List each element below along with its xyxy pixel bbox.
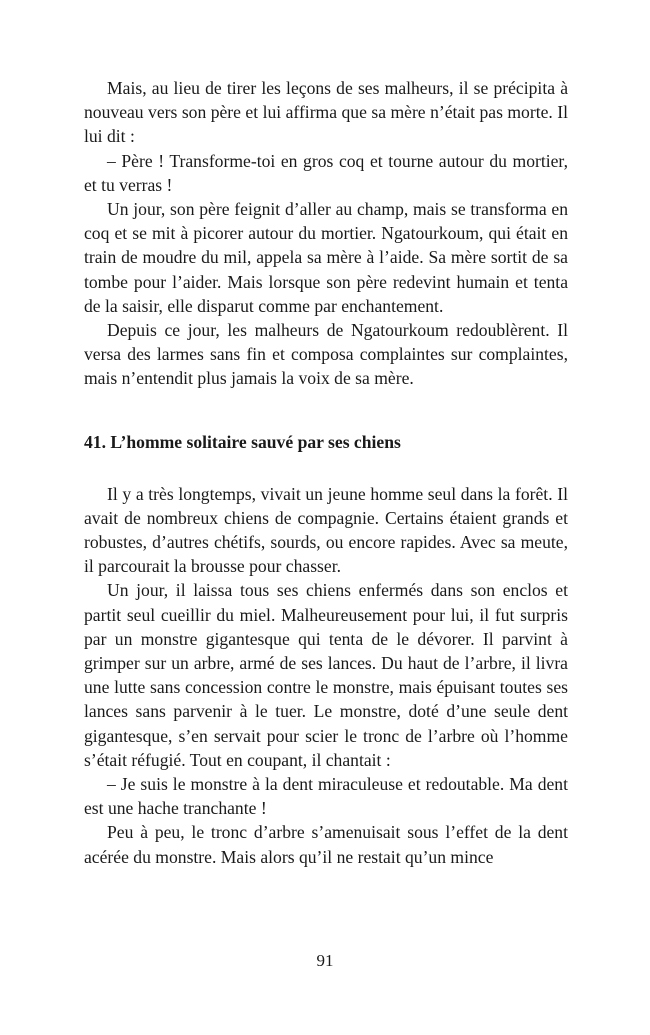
- page-number: 91: [316, 951, 334, 970]
- paragraph: – Je suis le monstre à la dent miraculeuse et redoutable. Ma dent est une hache tranchante !: [84, 774, 568, 819]
- paragraph: Il y a très longtemps, vivait un jeune homme seul dans la forêt. Il avait de nombreux chiens de compagnie. Certains étaient grands et robustes, d’autres chétifs, sourds, ou encore rapides. Avec sa meute, il parcourait la brousse pour chasser.: [84, 483, 568, 577]
- paragraph: – Père ! Transforme-toi en gros coq et tourne autour du mortier, et tu verras !: [84, 150, 568, 195]
- paragraph: Depuis ce jour, les malheurs de Ngatourkoum redoublèrent. Il versa des larmes sans fin et composa complaintes sur complaintes, mais n’entendit plus jamais la voix de sa mère.: [84, 320, 568, 389]
- page-body: [84, 76, 568, 869]
- paragraph: Mais, au lieu de tirer les leçons de ses malheurs, il se précipita à nouveau vers son père et lui affirma que sa mère n’était pas morte. Il lui dit :: [84, 78, 568, 147]
- paragraph: Un jour, il laissa tous ses chiens enfermés dans son enclos et partit seul cueillir du miel. Malheureusement pour lui, il fut surpris par un monstre gigantesque qui tenta de le dévorer. Il parvint à grimper sur un arbre, armé de ses lances. Du haut de l’arbre, il livra une lutte sans concession contre le monstre, mais épuisant toutes ses lances sans parvenir à le tuer. Le monstre, doté d’une seule dent gigantesque, s’en servait pour scier le tronc de l’arbre où l’homme s’était réfugié. Tout en coupant, il chantait :: [84, 580, 568, 770]
- section-heading: 41. L’homme solitaire sauvé par ses chiens: [84, 431, 401, 452]
- paragraph: Peu à peu, le tronc d’arbre s’amenuisait sous l’effet de la dent acérée du monstre. Mais alors qu’il ne restait qu’un mince: [84, 822, 568, 867]
- paragraph: Un jour, son père feignit d’aller au champ, mais se transforma en coq et se mit à picorer autour du mortier. Ngatourkoum, qui était en train de moudre du mil, appela sa mère à l’aide. Sa mère sortit de sa tombe pour l’aider. Mais lorsque son père redevint humain et tenta de la saisir, elle disparut comme par enchantement.: [84, 199, 568, 316]
